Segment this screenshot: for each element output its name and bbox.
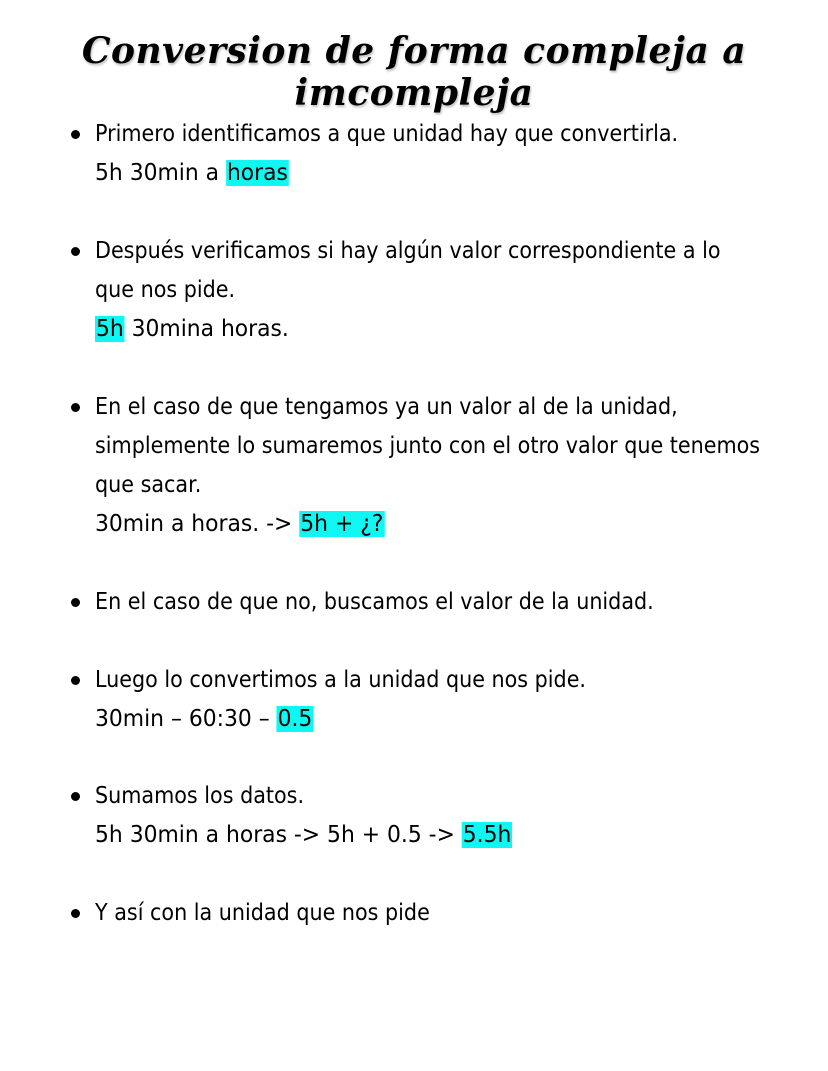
step-example — [95, 154, 760, 193]
bullet-icon — [71, 598, 80, 607]
step-5 — [95, 661, 795, 739]
example-text: 5h 30min a — [95, 160, 226, 186]
step-text: En el caso de que no, buscamos el valor de la unidad. — [95, 589, 654, 615]
bullet-icon — [71, 676, 80, 685]
step-text: simplemente lo sumaremos junto con el otro valor que tenemos — [95, 433, 761, 459]
bullet-icon — [71, 130, 80, 139]
step-text: que nos pide. — [95, 277, 236, 303]
step-2 — [95, 232, 795, 349]
step-text: que sacar. — [95, 472, 202, 498]
highlighted-answer: horas — [226, 160, 288, 186]
step-4 — [95, 583, 795, 622]
bullet-icon — [71, 247, 80, 256]
step-text: En el caso de que tengamos ya un valor al de la unidad, — [95, 394, 678, 420]
step-example — [95, 816, 760, 855]
example-text: 30mina horas. — [124, 316, 289, 342]
step-3 — [95, 388, 795, 544]
example-text: 30min a horas. -> — [95, 511, 300, 537]
step-1 — [95, 115, 795, 193]
step-text: Después verificamos si hay algún valor correspondiente a lo — [95, 238, 721, 264]
step-example — [95, 505, 760, 544]
highlighted-answer: 5h + ¿? — [300, 511, 384, 537]
example-text: 30min – 60:30 – — [95, 706, 277, 732]
highlighted-answer: 5h — [95, 316, 124, 342]
step-text: Luego lo convertimos a la unidad que nos pide. — [95, 667, 587, 693]
step-text: Primero identificamos a que unidad hay que convertirla. — [95, 121, 679, 147]
bullet-icon — [71, 909, 80, 918]
highlighted-answer: 5.5h — [462, 822, 512, 848]
step-example — [95, 700, 760, 739]
step-7 — [95, 894, 795, 933]
step-6 — [95, 777, 795, 855]
example-text: 5h 30min a horas -> 5h + 0.5 -> — [95, 822, 462, 848]
bullet-icon — [71, 792, 80, 801]
highlighted-answer: 0.5 — [277, 706, 313, 732]
bullet-icon — [71, 403, 80, 412]
step-text: Y así con la unidad que nos pide — [95, 900, 430, 926]
page-title: Conversion de forma compleja a imcompleja — [81, 30, 747, 114]
step-example — [95, 310, 760, 349]
step-text: Sumamos los datos. — [95, 783, 305, 809]
